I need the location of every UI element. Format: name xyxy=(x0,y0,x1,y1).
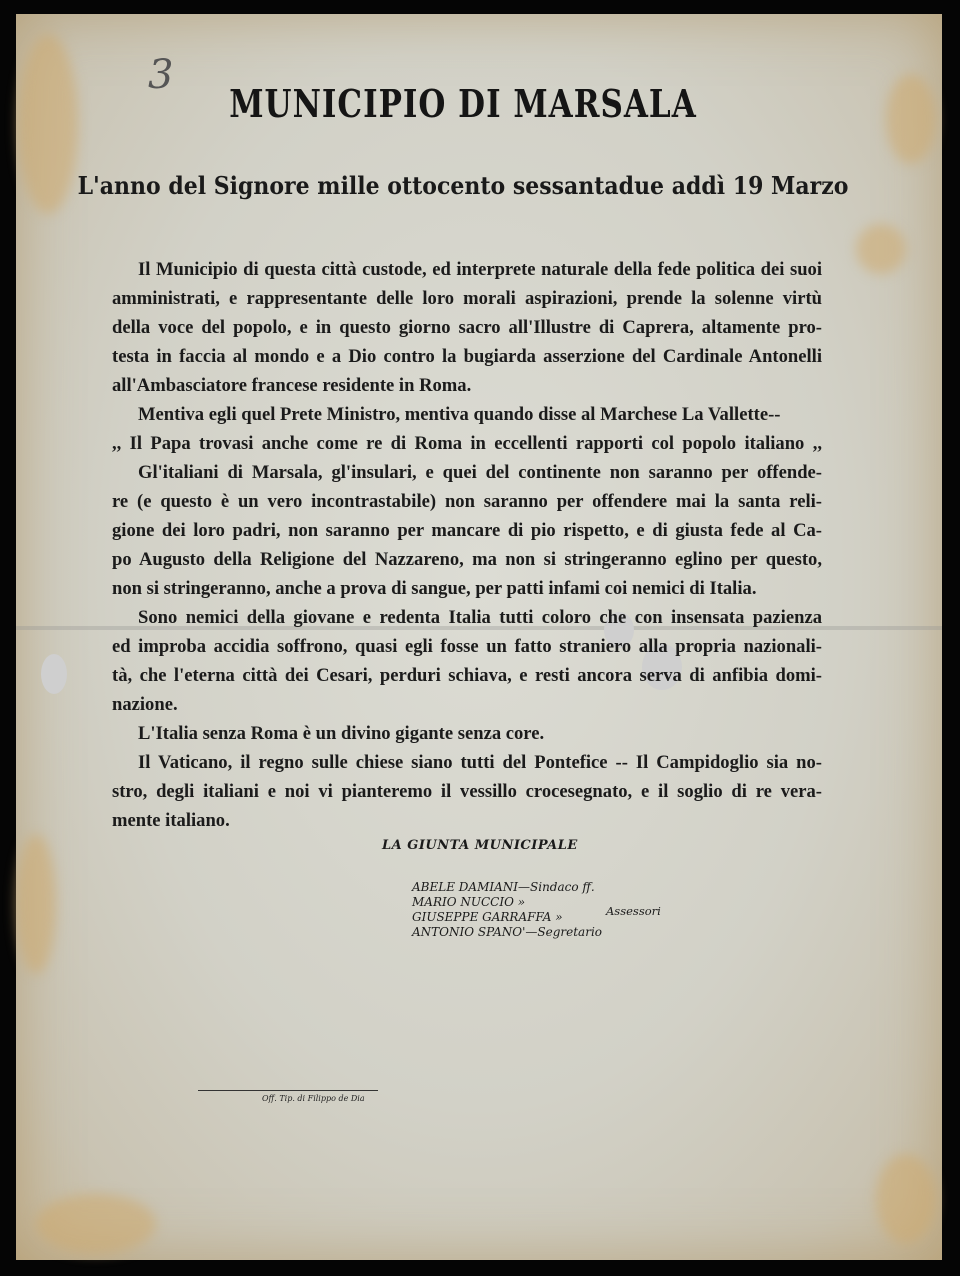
text-line: po Augusto della Religione del Nazzareno, ma non si stringeranno eglino per questo, xyxy=(112,549,822,570)
age-stain xyxy=(876,1154,936,1244)
text-line: ed improba accidia soffrono, quasi egli fosse un fatto straniero alla propria nazionali- xyxy=(112,636,822,657)
text-line: Mentiva egli quel Prete Ministro, mentiva quando disse al Marchese La Vallette-- xyxy=(138,404,781,425)
signers-block xyxy=(412,880,602,940)
page-title: MUNICIPIO DI MARSALA xyxy=(229,82,697,127)
signer-line: ANTONIO SPANO'—Segretario xyxy=(412,925,603,939)
text-line: Gl'italiani di Marsala, gl'insulari, e quei del continente non saranno per offende- xyxy=(138,462,822,483)
printer-divider xyxy=(198,1090,378,1091)
age-stain xyxy=(36,1194,156,1254)
signer-line: MARIO NUCCIO » xyxy=(412,895,526,909)
text-line: all'Ambasciatore francese residente in Roma. xyxy=(112,375,472,396)
text-line: Il Municipio di questa città custode, ed interprete naturale della fede politica dei suoi xyxy=(138,259,822,280)
text-line: mente italiano. xyxy=(112,810,230,831)
text-line: ,, Il Papa trovasi anche come re di Roma in eccellenti rapporti col popolo italiano ,, xyxy=(112,433,822,454)
handwritten-mark: 3 xyxy=(148,52,174,98)
printer-imprint: Off. Tip. di Filippo de Dia xyxy=(262,1094,365,1103)
text-line: non si stringeranno, anche a prova di sangue, per patti infami coi nemici di Italia. xyxy=(112,578,757,599)
text-line: nazione. xyxy=(112,694,178,715)
text-line: tà, che l'eterna città dei Cesari, perduri schiava, e resti ancora serva di anfibia domi- xyxy=(112,665,822,686)
signer-line: GIUSEPPE GARRAFFA » xyxy=(412,910,563,924)
paper-hole xyxy=(41,654,67,694)
text-line: Sono nemici della giovane e redenta Italia tutti coloro che con insensata pazienza xyxy=(138,607,822,628)
proclamation-body xyxy=(112,255,822,835)
text-line: gione dei loro padri, non saranno per mancare di pio rispetto, e di giusta fede al Ca- xyxy=(112,520,822,541)
text-line: Il Vaticano, il regno sulle chiese siano tutti del Pontefice -- Il Campidoglio sia no- xyxy=(138,752,822,773)
assessori-label: Assessori xyxy=(606,904,661,918)
signer-line: ABELE DAMIANI—Sindaco ff. xyxy=(412,880,595,894)
text-line: amministrati, e rappresentante delle loro morali aspirazioni, prende la solenne virtù xyxy=(112,288,822,309)
text-line: re (e questo è un vero incontrastabile) non saranno per offendere mai la santa reli- xyxy=(112,491,822,512)
age-stain xyxy=(856,224,906,274)
text-line: L'Italia senza Roma è un divino gigante senza core. xyxy=(138,723,545,744)
signature-heading: LA GIUNTA MUNICIPALE xyxy=(382,838,578,853)
text-line: testa in faccia al mondo e a Dio contro la bugiarda asserzione del Cardinale Antonelli xyxy=(112,346,822,367)
age-stain xyxy=(16,834,56,974)
dateline: L'anno del Signore mille ottocento sessantadue addì 19 Marzo xyxy=(77,172,849,201)
text-line: stro, degli italiani e noi vi pianteremo il vessillo crocesegnato, e il soglio di re vera- xyxy=(112,781,822,802)
text-line: della voce del popolo, e in questo giorno sacro all'Illustre di Caprera, altamente pro- xyxy=(112,317,822,338)
